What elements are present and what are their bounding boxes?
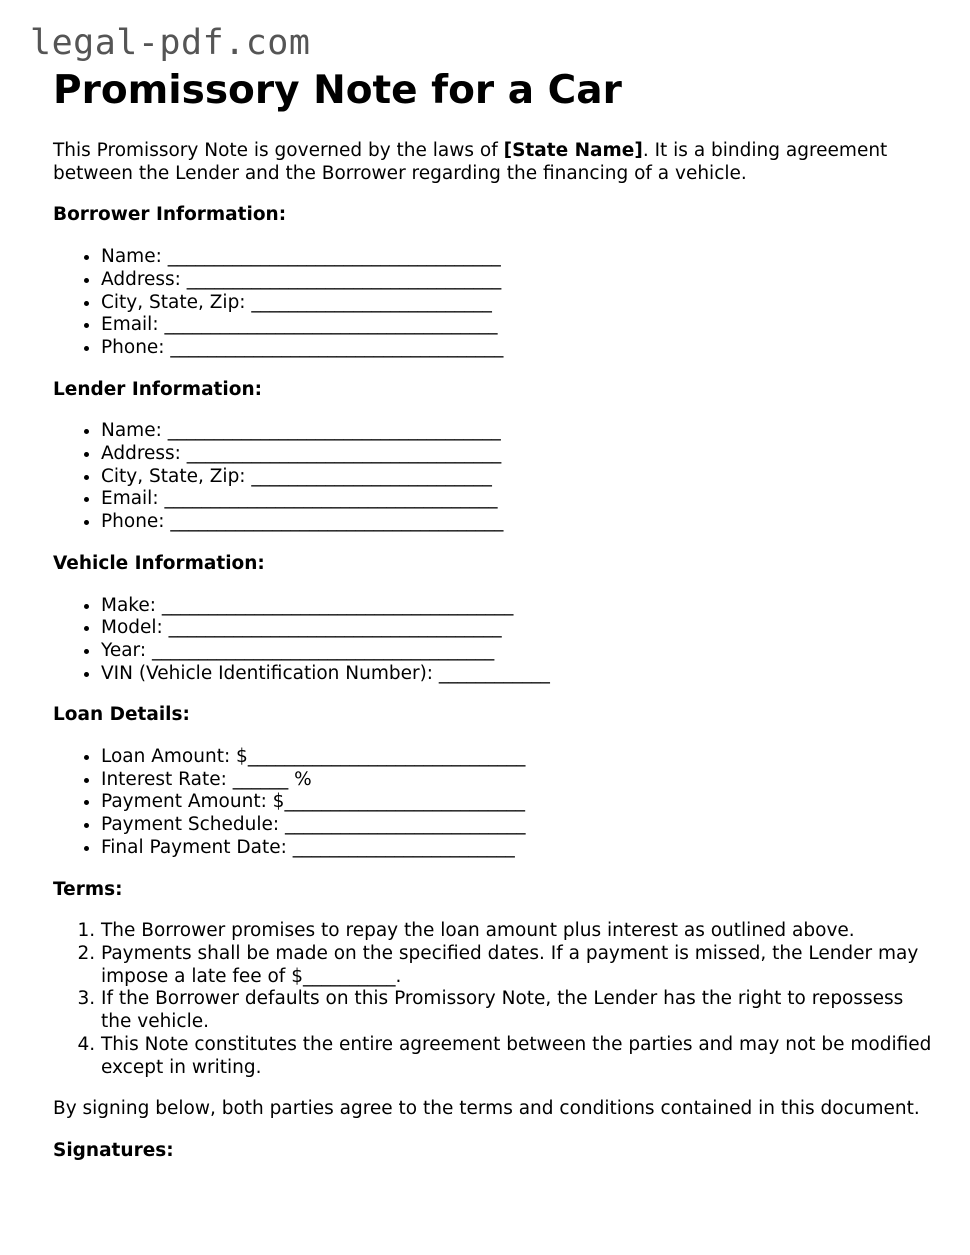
- intro-paragraph: [53, 140, 933, 185]
- vehicle-vin-field: • VIN (Vehicle Identification Number): ____________: [101, 663, 933, 686]
- borrower-heading: Borrower Information:: [53, 204, 287, 226]
- lender-address-field: • Address: __________________________________: [101, 443, 933, 466]
- document-title: Promissory Note for a Car: [53, 68, 622, 113]
- document-page: [53, 68, 933, 1163]
- closing-paragraph: By signing below, both parties agree to the terms and conditions contained in this document.: [53, 1098, 920, 1120]
- lender-heading: Lender Information:: [53, 378, 263, 400]
- borrower-phone-field: • Phone: ____________________________________: [101, 337, 933, 360]
- terms-list: [53, 920, 933, 1079]
- payment-amount-field: • Payment Amount: $__________________________: [101, 791, 933, 814]
- borrower-fields: [53, 246, 933, 360]
- term-item: 2. Payments shall be made on the specified dates. If a payment is missed, the Lender may impose a late fee of $__________.: [101, 943, 933, 988]
- lender-fields: [53, 420, 933, 534]
- lender-name-field: • Name: ____________________________________: [101, 420, 933, 443]
- vehicle-fields: [53, 595, 933, 686]
- term-item: 1. The Borrower promises to repay the loan amount plus interest as outlined above.: [101, 920, 933, 943]
- vehicle-year-field: • Year: _____________________________________: [101, 640, 933, 663]
- borrower-city-state-zip-field: • City, State, Zip: __________________________: [101, 292, 933, 315]
- loan-heading: Loan Details:: [53, 704, 190, 726]
- term-item: 3. If the Borrower defaults on this Promissory Note, the Lender has the right to repossess the vehicle.: [101, 988, 933, 1033]
- terms-heading: Terms:: [53, 878, 123, 900]
- intro-text-before: This Promissory Note is governed by the laws of: [53, 140, 504, 161]
- vehicle-make-field: • Make: ______________________________________: [101, 595, 933, 618]
- signatures-heading: Signatures:: [53, 1139, 174, 1161]
- loan-amount-field: • Loan Amount: $______________________________: [101, 746, 933, 769]
- vehicle-heading: Vehicle Information:: [53, 552, 265, 574]
- borrower-name-field: • Name: ____________________________________: [101, 246, 933, 269]
- interest-rate-field: • Interest Rate: ______ %: [101, 769, 933, 792]
- loan-fields: [53, 746, 933, 860]
- term-item: 4. This Note constitutes the entire agreement between the parties and may not be modified except in writing.: [101, 1034, 933, 1079]
- payment-schedule-field: • Payment Schedule: __________________________: [101, 814, 933, 837]
- lender-phone-field: • Phone: ____________________________________: [101, 511, 933, 534]
- lender-city-state-zip-field: • City, State, Zip: __________________________: [101, 466, 933, 489]
- final-payment-date-field: • Final Payment Date: ________________________: [101, 837, 933, 860]
- intro-text-after: . It is a binding agreement between the Lender and the Borrower regarding the financing of a vehicle.: [53, 140, 888, 184]
- lender-email-field: • Email: ____________________________________: [101, 488, 933, 511]
- vehicle-model-field: • Model: ____________________________________: [101, 617, 933, 640]
- state-name-placeholder: [State Name]: [503, 140, 643, 161]
- borrower-address-field: • Address: __________________________________: [101, 269, 933, 292]
- borrower-email-field: • Email: ____________________________________: [101, 314, 933, 337]
- site-watermark: legal-pdf.com: [30, 23, 311, 63]
